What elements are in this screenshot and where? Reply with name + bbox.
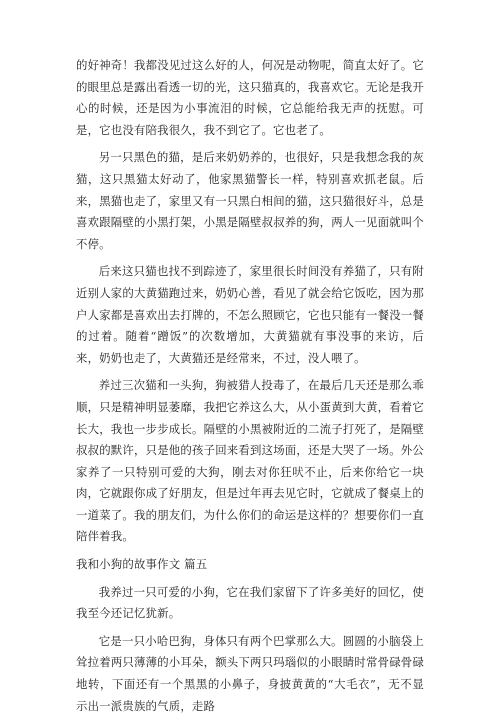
paragraph-5: 我养过一只可爱的小狗，它在我们家留下了许多美好的回忆，使我至今还记忆犹新。 [76, 584, 424, 621]
paragraph-6: 它是一只小哈巴狗，身体只有两个巴掌那么大。圆圆的小脑袋上耸拉着两只薄薄的小耳朵，额头下两只玛瑙似的小眼睛时常骨碌骨碌地转，下面还有一个黑黑的小鼻子，身披黄黄的“大毛衣”，无不显示出一派贵族的气质，走路 [76, 633, 424, 713]
paragraph-4: 养过三次猫和一头狗，狗被猎人投毒了，在最后几天还是那么乖顺，只是精神明显萎靡，我把它养这么大，从小蛋黄到大黄，看着它长大，我也一步步成长。隔壁的小黑被附近的二流子打死了，是隔壁叔叔的默许，只是他的孩子回来看到这场面，还是大哭了一场。外公家养了一只特别可爱的大狗，刚去对你狂吠不止，后来你给它一块肉，它就跟你成了好朋友，但是过年再去见它时，它就成了餐桌上的一道菜了。我的朋友们，为什么你们的命运是这样的？想要你们一直陪伴着我。 [76, 378, 424, 544]
paragraph-1: 的好神奇！我都没见过这么好的人，何况是动物呢，简直太好了。它的眼里总是露出看透一切的光，这只猫真的，我喜欢它。无论是我开心的时候，还是因为小事流泪的时候，它总能给我无声的抚慰。可是，它也没有陪我很久，我不到它了。它也老了。 [76, 58, 424, 137]
section-heading: 我和小狗的故事作文 篇五 [76, 557, 208, 572]
paragraph-3: 后来这只猫也找不到踪迹了，家里很长时间没有养猫了，只有附近别人家的大黄猫跑过来，奶奶心善，看见了就会给它饭吃，因为那户人家都是喜欢出去打牌的，不怎么照顾它，它也只能有一餐没一餐的过着。随着“蹭饭”的次数增加，大黄猫就有事没事的来访，后来，奶奶也走了，大黄猫还是经常来，不过，没人喂了。 [76, 264, 424, 365]
paragraph-2: 另一只黑色的猫，是后来奶奶养的，也很好，只是我想念我的灰猫，这只黑猫太好动了，他家黑猫警长一样，特别喜欢抓老鼠。后来，黑猫也走了，家里又有一只黑白相间的猫，这只猫很好斗，总是喜欢跟隔壁的小黑打架，小黑是隔壁叔叔养的狗，两人一见面就叫个不停。 [76, 150, 424, 251]
